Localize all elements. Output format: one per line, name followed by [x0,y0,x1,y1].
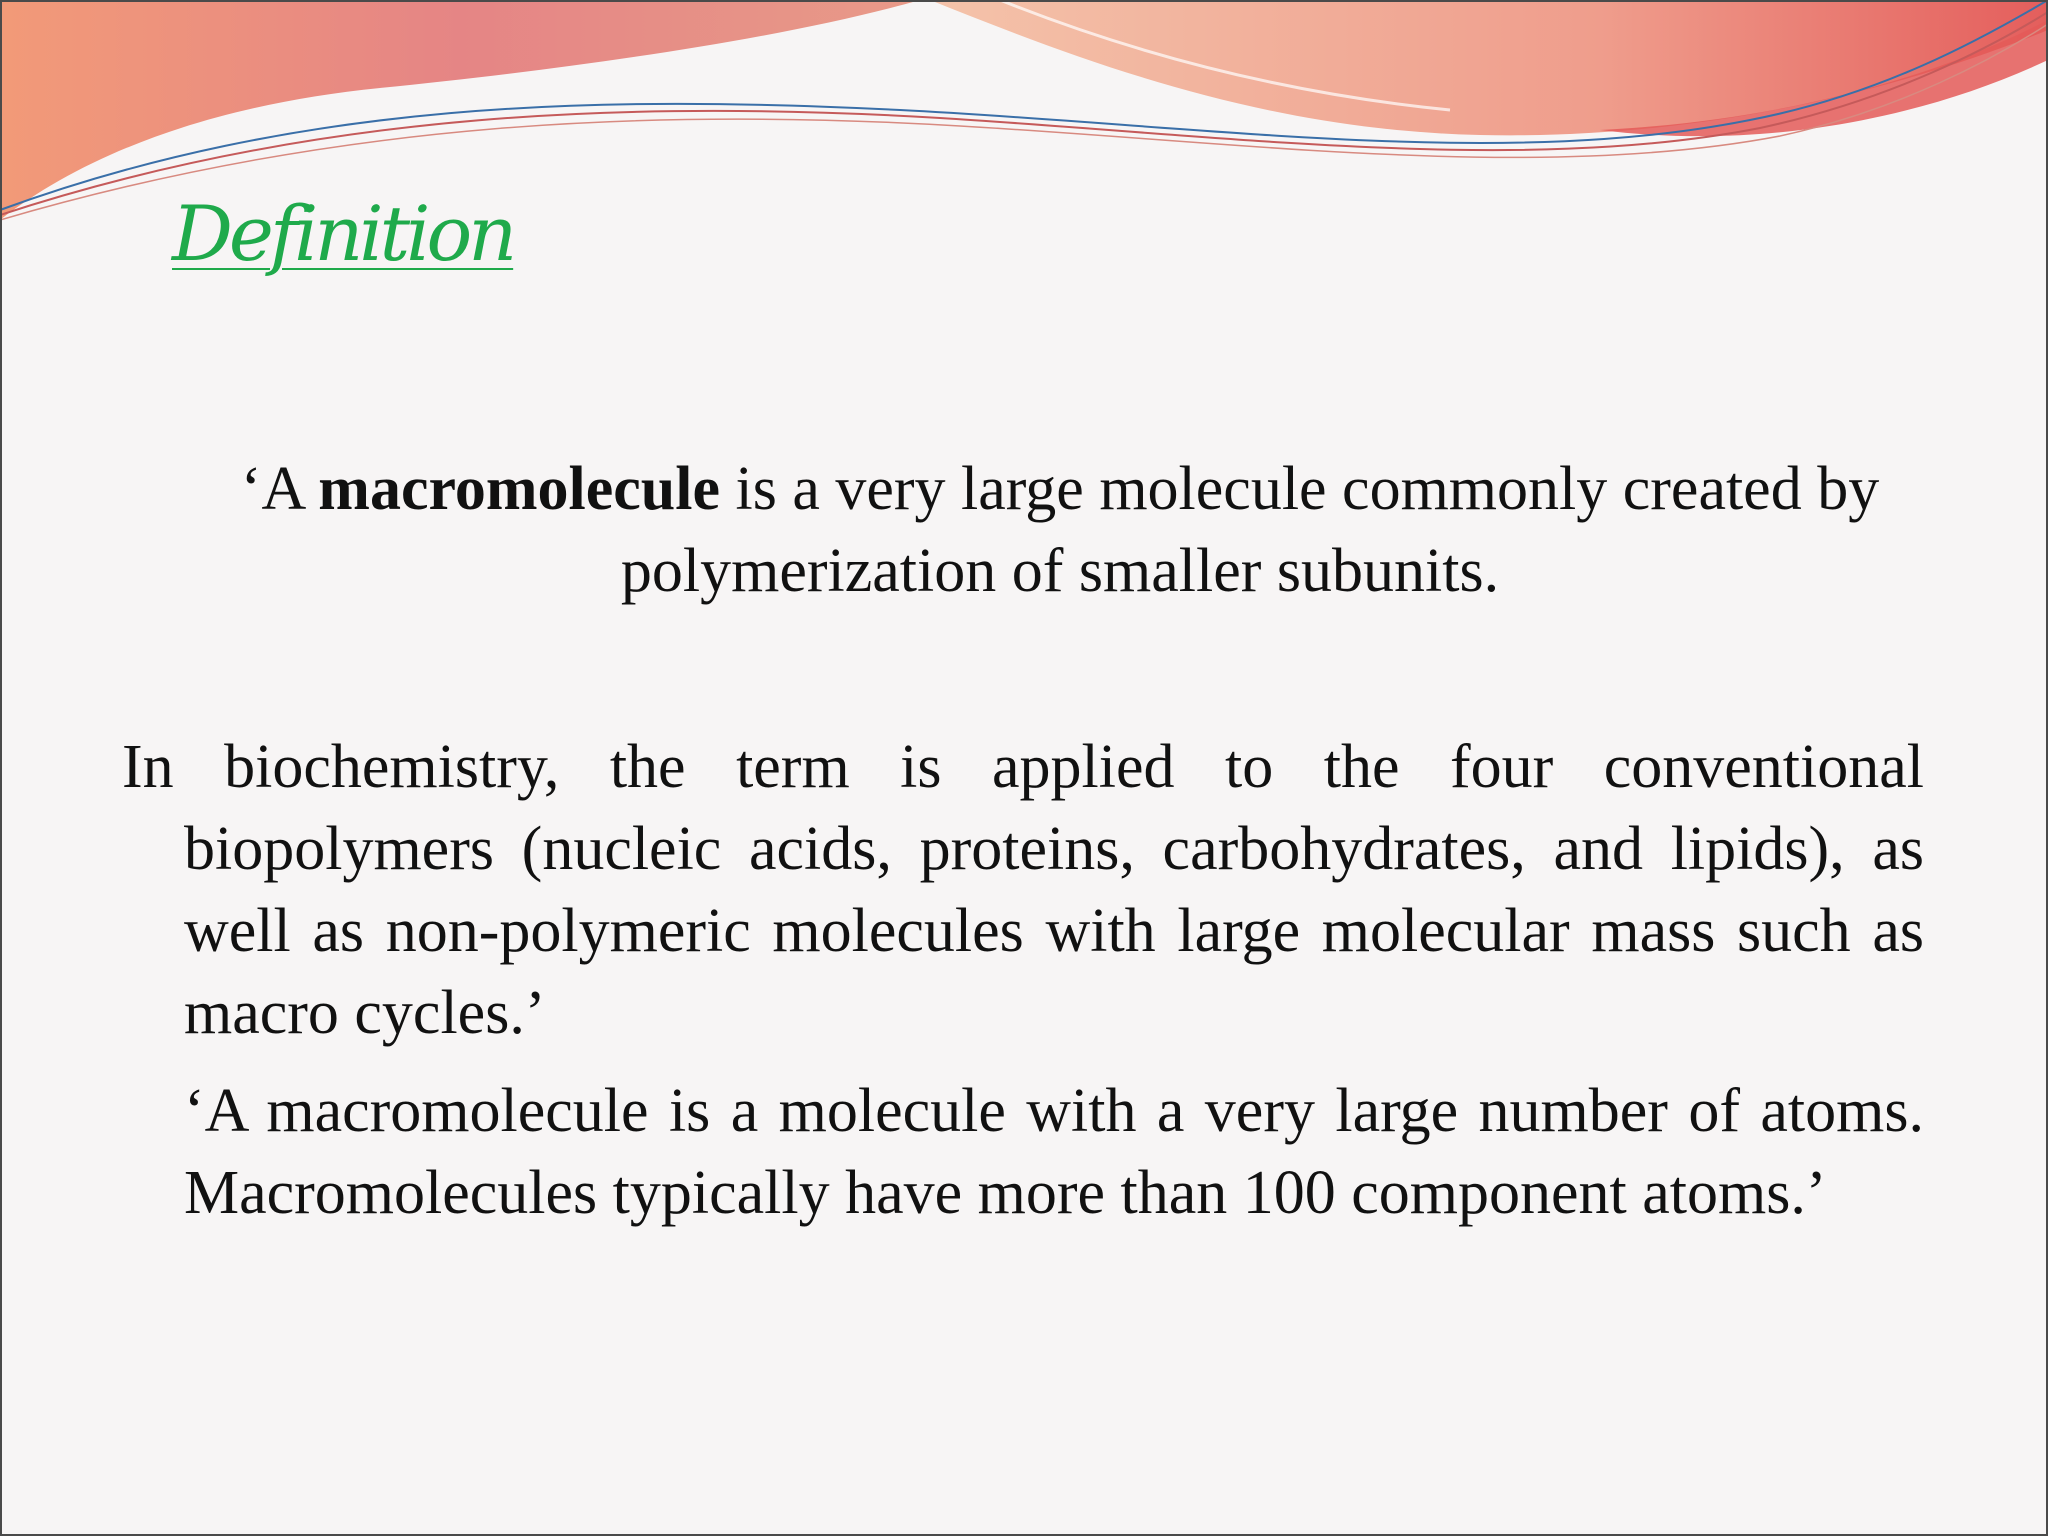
quote-prefix: ‘A [240,455,319,523]
biochemistry-paragraph: In biochemistry, the term is applied to the four conventional biopolymers (nucleic acids, proteins, carbohydrates, and lipids), as well as non-polymeric molecules with large molecular mass such as macro cycles.’ [122,733,1924,1047]
left-wave-shape [0,0,920,220]
quote-suffix: is a very large molecule commonly created by polymerization of smaller subunits. [620,455,1880,605]
macromolecule-term: macromolecule [318,455,720,523]
atom-count-paragraph: ‘A macromolecule is a molecule with a very large number of atoms. Macromolecules typically have more than 100 component atoms.’ [184,1077,1924,1227]
definition-quote [180,448,1940,612]
slide-title: Definition [172,189,514,278]
